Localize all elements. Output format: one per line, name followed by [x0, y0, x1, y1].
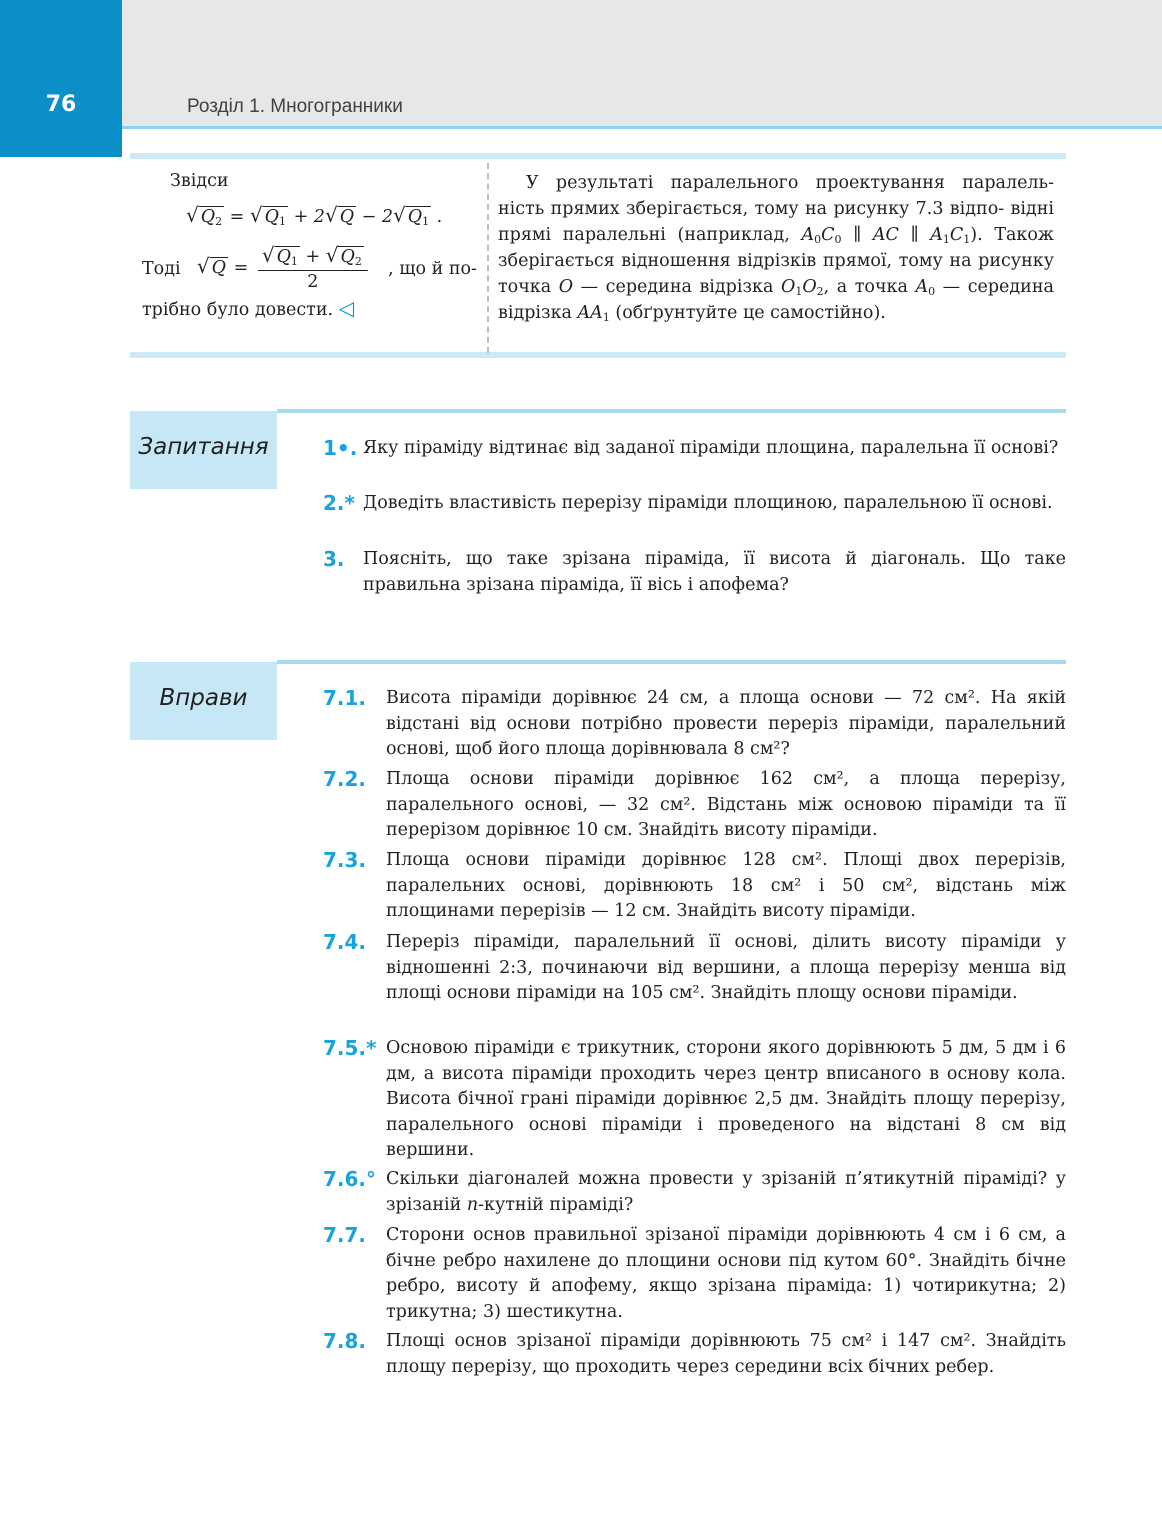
question-text: Яку піраміду відтинає від заданої піраміди площина, паралельна її основі?: [363, 438, 1059, 458]
exercise-text: Основою піраміди є трикутник, сторони якого дорівнюють 5 дм, 5 дм і 6 дм, а висота піраміди проходить через центр вписаного в основу кола. Висота бічної грані піраміди дорівнює 2,5 дм. Знайдіть площу перерізу, паралельного основі піраміди і проведеного на відстані 8 см від вершини.: [386, 1038, 1066, 1160]
exercise-text: Висота піраміди дорівнює 24 см, а площа основи — 72 см². На якій відстані від основи потрібно провести переріз піраміди, паралельний основі, щоб його площа дорівнювала 8 см²?: [386, 688, 1066, 759]
exercise-number: 7.8.: [323, 1329, 367, 1353]
proof-right-column: [498, 170, 1054, 326]
proof-box-top-border: [130, 153, 1066, 159]
then-word: Тоді: [142, 258, 181, 279]
exercise-number: 7.4.: [323, 930, 367, 954]
formula-sqrt-q2: √ $Q_2$ = √ $Q_1 + 2√$ Q − 2√ $Q_1$ .: [186, 203, 443, 228]
exercise-number: 7.1.: [323, 686, 367, 710]
proof-box-bottom-border: [130, 352, 1066, 358]
page-number: 76: [45, 92, 77, 117]
questions-title: Запитання: [138, 434, 269, 460]
exercise-text: Площа основи піраміди дорівнює 162 см², а площа перерізу, паралельного основі, — 32 см². Відстань між основою піраміди та її перерізом дорівнює 10 см. Знайдіть висоту піраміди.: [386, 769, 1066, 840]
formula-line: [142, 244, 477, 293]
exercise-text: Площа основи піраміди дорівнює 128 см². Площі двох перерізів, паралельних основі, дорівнюють 18 см² і 50 см², відстань між площинами перерізів — 12 см. Знайдіть висоту піраміди.: [386, 850, 1066, 921]
exercise-text: Площі основ зрізаної піраміди дорівнюють 75 см² і 147 см². Знайдіть площу перерізу, що проходить через середини всіх бічних ребер.: [386, 1331, 1066, 1377]
proof-paragraph: У результаті паралельного проектування паралель- ність прямих зберігається, тому на рисунку 7.3 відпо- відні прямі паралельні (наприклад, $A_0C_0$ ∥ AC ∥ $A_1C_1$). Також зберігається відношення відрізків прямої, тому на рисунку точка O — середина відрізка $O_1O_2$, а точка $A_0$ — середина відрізка $AA_1$ (обґрунтуйте це самостійно).: [498, 173, 1054, 324]
proof-box-divider: [487, 163, 489, 353]
header-divider: [122, 126, 1162, 129]
formula-sqrt-q: √ Q = $\frac{√ Q_1 + √ Q_2}{2}$: [197, 244, 372, 293]
exercises-top-line: [277, 660, 1066, 664]
chapter-title: Розділ 1. Многогранники: [187, 96, 403, 117]
question-number: 2.*: [323, 491, 355, 515]
questions-top-line: [277, 409, 1066, 413]
page-number-tab: [0, 0, 122, 157]
qed-triangle-icon: ◁: [338, 296, 355, 320]
exercise-number: 7.7.: [323, 1223, 367, 1247]
page-header: [0, 0, 1162, 128]
exercise-text: Скільки діагоналей можна провести у зрізаній п’ятикутній піраміді? у зрізаній n-кутній піраміді?: [386, 1169, 1066, 1215]
question-number: 3.: [323, 547, 345, 571]
exercise-number: 7.2.: [323, 767, 367, 791]
proof-intro: Звідси: [170, 171, 229, 191]
exercises-title: Вправи: [159, 685, 248, 711]
question-number: 1•.: [323, 436, 358, 460]
exercise-text: Переріз піраміди, паралельний її основі, ділить висоту піраміди у відношенні 2:3, починаючи від вершини, а площа перерізу менша від площі основи піраміди на 105 см². Знайдіть площу основи піраміди.: [386, 932, 1066, 1003]
proof-tail-1: , що й по-: [388, 258, 477, 279]
question-text: Доведіть властивість перерізу піраміди площиною, паралельною її основі.: [363, 493, 1053, 513]
question-text: Поясніть, що таке зрізана піраміда, її висота й діагональ. Що таке правильна зрізана піраміда, її вісь і апофема?: [363, 549, 1066, 595]
proof-left-column: [142, 168, 477, 323]
exercise-number: 7.5.*: [323, 1036, 377, 1060]
exercise-number: 7.6.°: [323, 1167, 377, 1191]
exercise-number: 7.3.: [323, 848, 367, 872]
proof-tail-2: трібно було довести.: [142, 300, 334, 320]
exercise-text: Сторони основ правильної зрізаної піраміди дорівнюють 4 см і 6 см, а бічне ребро нахилене до площини основи під кутом 60°. Знайдіть бічне ребро, висоту й апофему, якщо зрізана піраміда: 1) чотирикутна; 2) трикутна; 3) шестикутна.: [386, 1225, 1066, 1322]
